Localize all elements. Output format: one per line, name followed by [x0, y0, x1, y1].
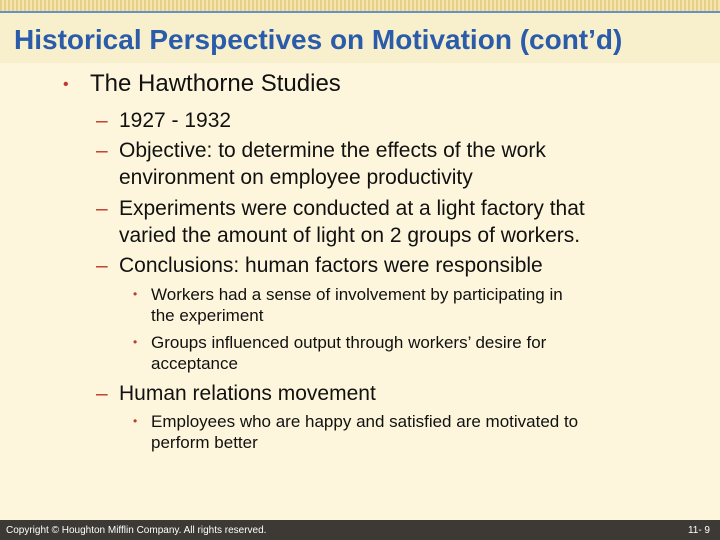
item-experiments-line1: Experiments were conducted at a light factory that	[119, 197, 585, 220]
sub-involvement-line1: Workers had a sense of involvement by participating in	[151, 285, 563, 304]
page-number: 11- 9	[687, 525, 710, 536]
sub-groups-line2: acceptance	[151, 354, 238, 373]
item-conclusions: Conclusions: human factors were responsible	[119, 254, 543, 277]
sub-employees-line2: perform better	[151, 433, 258, 452]
dash-icon: –	[96, 109, 108, 132]
sub-employees-line1: Employees who are happy and satisfied are motivated to	[151, 412, 579, 431]
bullet-dot-icon: •	[133, 414, 138, 428]
footer-bar	[0, 520, 720, 540]
item-years: 1927 - 1932	[119, 109, 232, 132]
item-objective-line2: environment on employee productivity	[119, 166, 473, 189]
main-bullet: The Hawthorne Studies	[90, 70, 341, 97]
copyright-text: Copyright © Houghton Mifflin Company. All rights reserved.	[6, 525, 267, 536]
item-human-relations: Human relations movement	[119, 382, 376, 405]
bullet-dot-icon: •	[133, 287, 138, 301]
dash-icon: –	[96, 254, 108, 277]
dash-icon: –	[96, 382, 108, 405]
bullet-dot-icon: •	[63, 76, 69, 93]
item-objective-line1: Objective: to determine the effects of the work	[119, 139, 546, 162]
dash-icon: –	[96, 139, 108, 162]
dash-icon: –	[96, 197, 108, 220]
bullet-dot-icon: •	[133, 335, 138, 349]
sub-groups-line1: Groups influenced output through workers’ desire for	[151, 333, 547, 352]
item-experiments-line2: varied the amount of light on 2 groups of workers.	[119, 224, 581, 247]
sub-involvement-line2: the experiment	[151, 306, 264, 325]
slide-title: Historical Perspectives on Motivation (cont’d)	[14, 24, 623, 55]
